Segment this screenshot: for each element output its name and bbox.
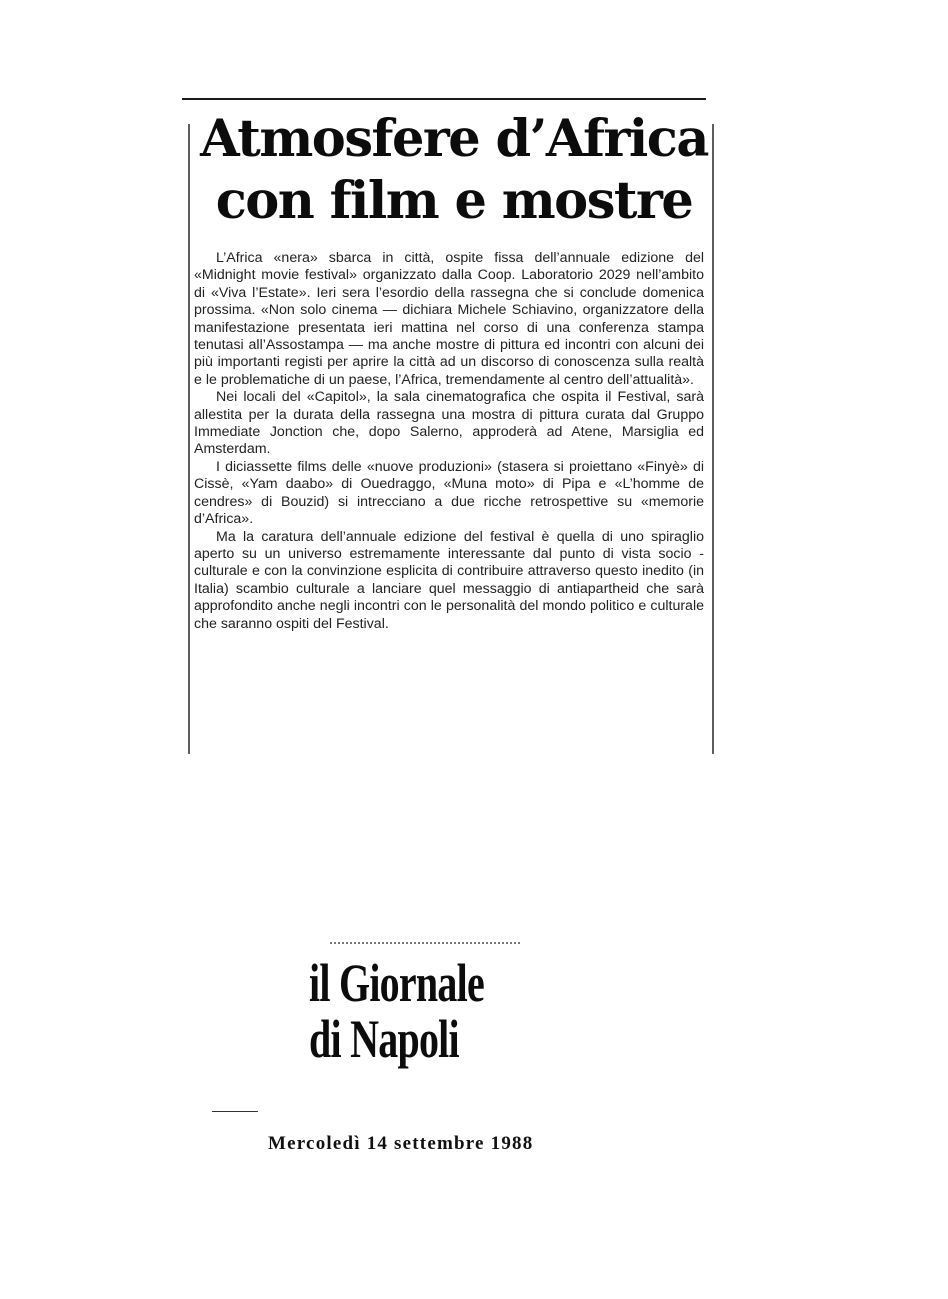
article-paragraph-2: Nei locali del «Capitol», la sala cinematografica che ospita il Festival, sarà allestita per la durata della rassegna una mostra di pittura curata dal Gruppo Immediate Jonction che, dopo Salerno, approderà ad Atene, Marsiglia ed Amsterdam. [194, 389, 704, 458]
newspaper-masthead [309, 955, 484, 1067]
publication-date: Mercoledì 14 settembre 1988 [268, 1133, 534, 1154]
masthead-dotted-rule [330, 942, 520, 944]
top-rule [182, 98, 706, 100]
date-dash [212, 1111, 258, 1112]
headline-line-2: con film e mostre [215, 171, 693, 231]
column-rule-right [712, 124, 714, 754]
article-paragraph-3: I diciassette films delle «nuove produzioni» (stasera si proiettano «Finyè» di Cissè, «Yam daabo» di Ouedraggo, «Muna moto» di Pipa e «L’homme de cendres» di Bouzid) si intrecciano a due ricche retrospettive su «memorie d’Africa». [194, 458, 704, 528]
masthead-line-2: di Napoli [309, 1009, 459, 1069]
headline-line-1: Atmosfere d’Africa [200, 109, 708, 169]
column-rule-left [188, 124, 190, 754]
article-headline [196, 108, 712, 232]
article-paragraph-1: L’Africa «nera» sbarca in città, ospite fissa dell’annuale edizione del «Midnight movie festival» organizzato dalla Coop. Laboratorio 2029 nell’ambito di «Viva l’Estate». Ieri sera l’esordio della rassegna che si conclude domenica prossima. «Non solo cinema — dichiara Michele Schiavino, organizzatore della manifestazione presentata ieri mattina nel corso di una conferenza stampa tenutasi all’Assostampa — ma anche mostre di pittura ed incontri con alcuni dei più importanti registi per aprire la città ad un discorso di conoscenza sulla realtà e le problematiche di un paese, l’Africa, tremendamente al centro dell’attualità». [194, 250, 704, 388]
masthead-line-1: il Giornale [309, 953, 484, 1013]
article-paragraph-4: Ma la caratura dell’annuale edizione del festival è quella di uno spiraglio aperto su un universo estremamente interessante dal punto di vista socio - culturale e con la convinzione esplicita di contribuire attraverso questo inedito (in Italia) scambio culturale a lanciare quel messaggio di antiapartheid che sarà approfondito anche negli incontri con le personalità del mondo politico e culturale che saranno ospiti del Festival. [194, 528, 704, 632]
article-body [194, 250, 704, 633]
